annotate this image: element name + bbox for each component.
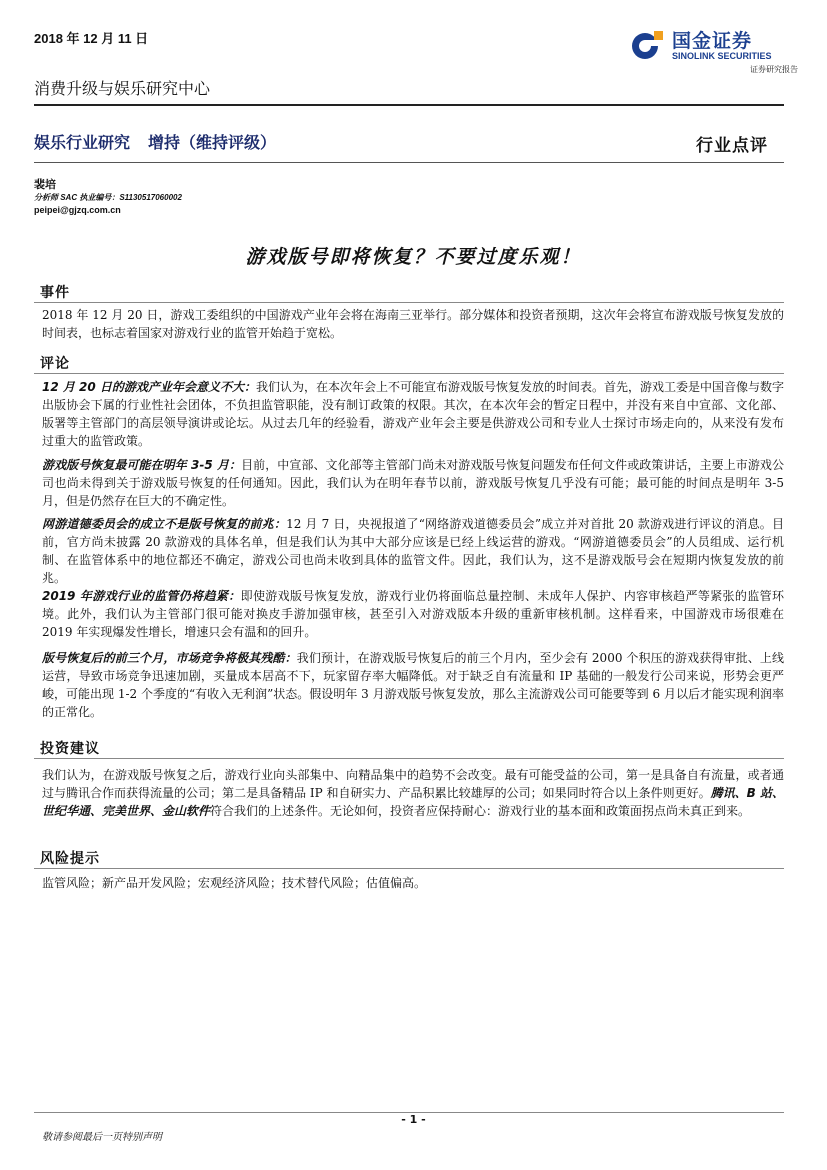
sector-name: 娱乐行业研究	[34, 133, 131, 152]
research-center-name: 消费升级与娱乐研究中心	[34, 79, 211, 98]
report-date: 2018 年 12 月 11 日	[34, 31, 149, 46]
comment-item	[42, 378, 784, 450]
event-paragraph: 2018 年 12 月 20 日，游戏工委组织的中国游戏产业年会将在海南三亚举行。部分媒体和投资者预期，这次年会将宣布游戏版号恢复发放的时间表，也标志着国家对游戏行业的监管开始趋于宽松。	[42, 308, 784, 340]
section-divider	[34, 373, 784, 374]
rating: 增持（维持评级）	[148, 133, 277, 152]
comment-item	[42, 456, 784, 510]
section-divider	[34, 868, 784, 869]
logo-chinese-name: 国金证券	[672, 30, 753, 52]
analyst-cert: 分析师 SAC 执业编号：S1130517060002	[34, 193, 182, 202]
header-divider	[34, 104, 784, 106]
footer-disclaimer: 敬请参阅最后一页特别声明	[42, 1132, 162, 1143]
section-divider	[34, 302, 784, 303]
comment-text: 我们预计，在游戏版号恢复后的前三个月内，至少会有 2000 个积压的游戏获得审批、上线运营，导致市场竞争迅速加剧，买量成本居高不下，玩家留存率大幅降低。对于缺乏自有流量和 IP 基础的一般发行公司来说，形势会更严峻，可能出现 1-2 个季度的“有收入无利润”状态。假设明年 3 月游戏版号恢复发放，那么主流游戏公司可能要等到 6 月以后才能实现利润率的正常化。	[42, 651, 785, 719]
sector-divider	[34, 162, 784, 163]
comment-lead: 游戏版号恢复最可能在明年 3-5 月：	[42, 458, 242, 472]
comment-lead: 12 月 20 日的游戏产业年会意义不大：	[42, 380, 256, 394]
comment-lead: 网游道德委员会的成立不是版号恢复的前兆：	[42, 517, 287, 531]
report-title: 游戏版号即将恢复？不要过度乐观！	[245, 246, 582, 268]
analyst-info	[34, 178, 182, 217]
logo-english-name: SINOLINK SECURITIES	[672, 51, 772, 61]
invest-companies: 腾讯、B 站、世纪华通、完美世界、金山软件	[42, 786, 784, 818]
section-heading-risk: 风险提示	[40, 851, 100, 867]
comment-text: 目前，中宣部、文化部等主管部门尚未对游戏版号恢复问题发布任何文件或政策讲话，主要上市游戏公司也尚未得到关于游戏版号恢复的任何通知。因此，我们认为在明年春节以前，游戏版号恢复几乎没有可能；最可能的时间点是明年 3-5 月，但是仍然存在巨大的不确定性。	[42, 458, 784, 508]
comment-text: 即使游戏版号恢复发放，游戏行业仍将面临总量控制、未成年人保护、内容审核趋严等紧张的监管环境。此外，我们认为主管部门很可能对换皮手游加强审核，甚至引入对游戏版本升级的重新审核机制。这样看来，中国游戏市场很难在 2019 年实现爆发性增长，增速只会有温和的回升。	[42, 589, 784, 639]
invest-text-b: 符合我们的上述条件。无论如何，投资者应保持耐心：游戏行业的基本面和政策面拐点尚未真正到来。	[210, 804, 751, 818]
section-heading-event: 事件	[40, 285, 70, 301]
page-number: - 1 -	[401, 1113, 426, 1126]
logo-mark-icon	[630, 28, 664, 62]
comment-text: 我们认为，在本次年会上不可能宣布游戏版号恢复发放的时间表。首先，游戏工委是中国音像与数字出版协会下属的行业性社会团体，不负担监管职能，没有制订政策的权限。其次，在本次年会的暂定日程中，并没有来自中宣部、文化部、版署等主管部门的高层领导演讲或论坛。从过去几年的经验看，游戏产业年会主要是供游戏公司和专业人士探讨市场走向的，从来没有发布过重大的监管政策。	[42, 380, 784, 448]
section-divider	[34, 758, 784, 759]
sector-rating	[34, 130, 294, 153]
risk-paragraph: 监管风险；新产品开发风险；宏观经济风险；技术替代风险；估值偏高。	[42, 876, 427, 890]
section-heading-comment: 评论	[40, 356, 70, 372]
company-logo	[630, 24, 798, 76]
invest-text-a: 我们认为，在游戏版号恢复之后，游戏行业向头部集中、向精品集中的趋势不会改变。最有可能受益的公司，第一是具备自有流量，或者通过与腾讯合作而获得流量的公司；第二是具备精品 IP 和自研实力、产品积累比较雄厚的公司；如果同时符合以上条件则更好。	[42, 768, 784, 800]
comment-item	[42, 515, 784, 587]
comment-lead: 2019 年游戏行业的监管仍将趋紧：	[42, 589, 241, 603]
comment-lead: 版号恢复后的前三个月，市场竞争将极其残酷：	[42, 651, 297, 665]
report-category: 证券研究报告	[750, 65, 798, 74]
analyst-name: 裴培	[34, 178, 56, 191]
comment-text: 12 月 7 日，央视报道了“网络游戏道德委员会”成立并对首批 20 款游戏进行评议的消息。目前，官方尚未披露 20 款游戏的具体名单，但是我们认为其中大部分应该是已经上线运营的游戏。“网游道德委员会”的人员组成、运行机制、在监管体系中的地位都还不确定，游戏公司也尚未收到具体的监管文件。因此，我们认为，这不是游戏版号会在短期内恢复发放的前兆。	[42, 517, 784, 585]
analyst-email[interactable]: peipei@gjzq.com.cn	[34, 205, 121, 215]
comment-item	[42, 649, 784, 721]
invest-paragraph	[42, 766, 784, 820]
comment-item	[42, 587, 784, 641]
section-heading-invest: 投资建议	[40, 741, 100, 757]
report-type: 行业点评	[696, 136, 768, 156]
